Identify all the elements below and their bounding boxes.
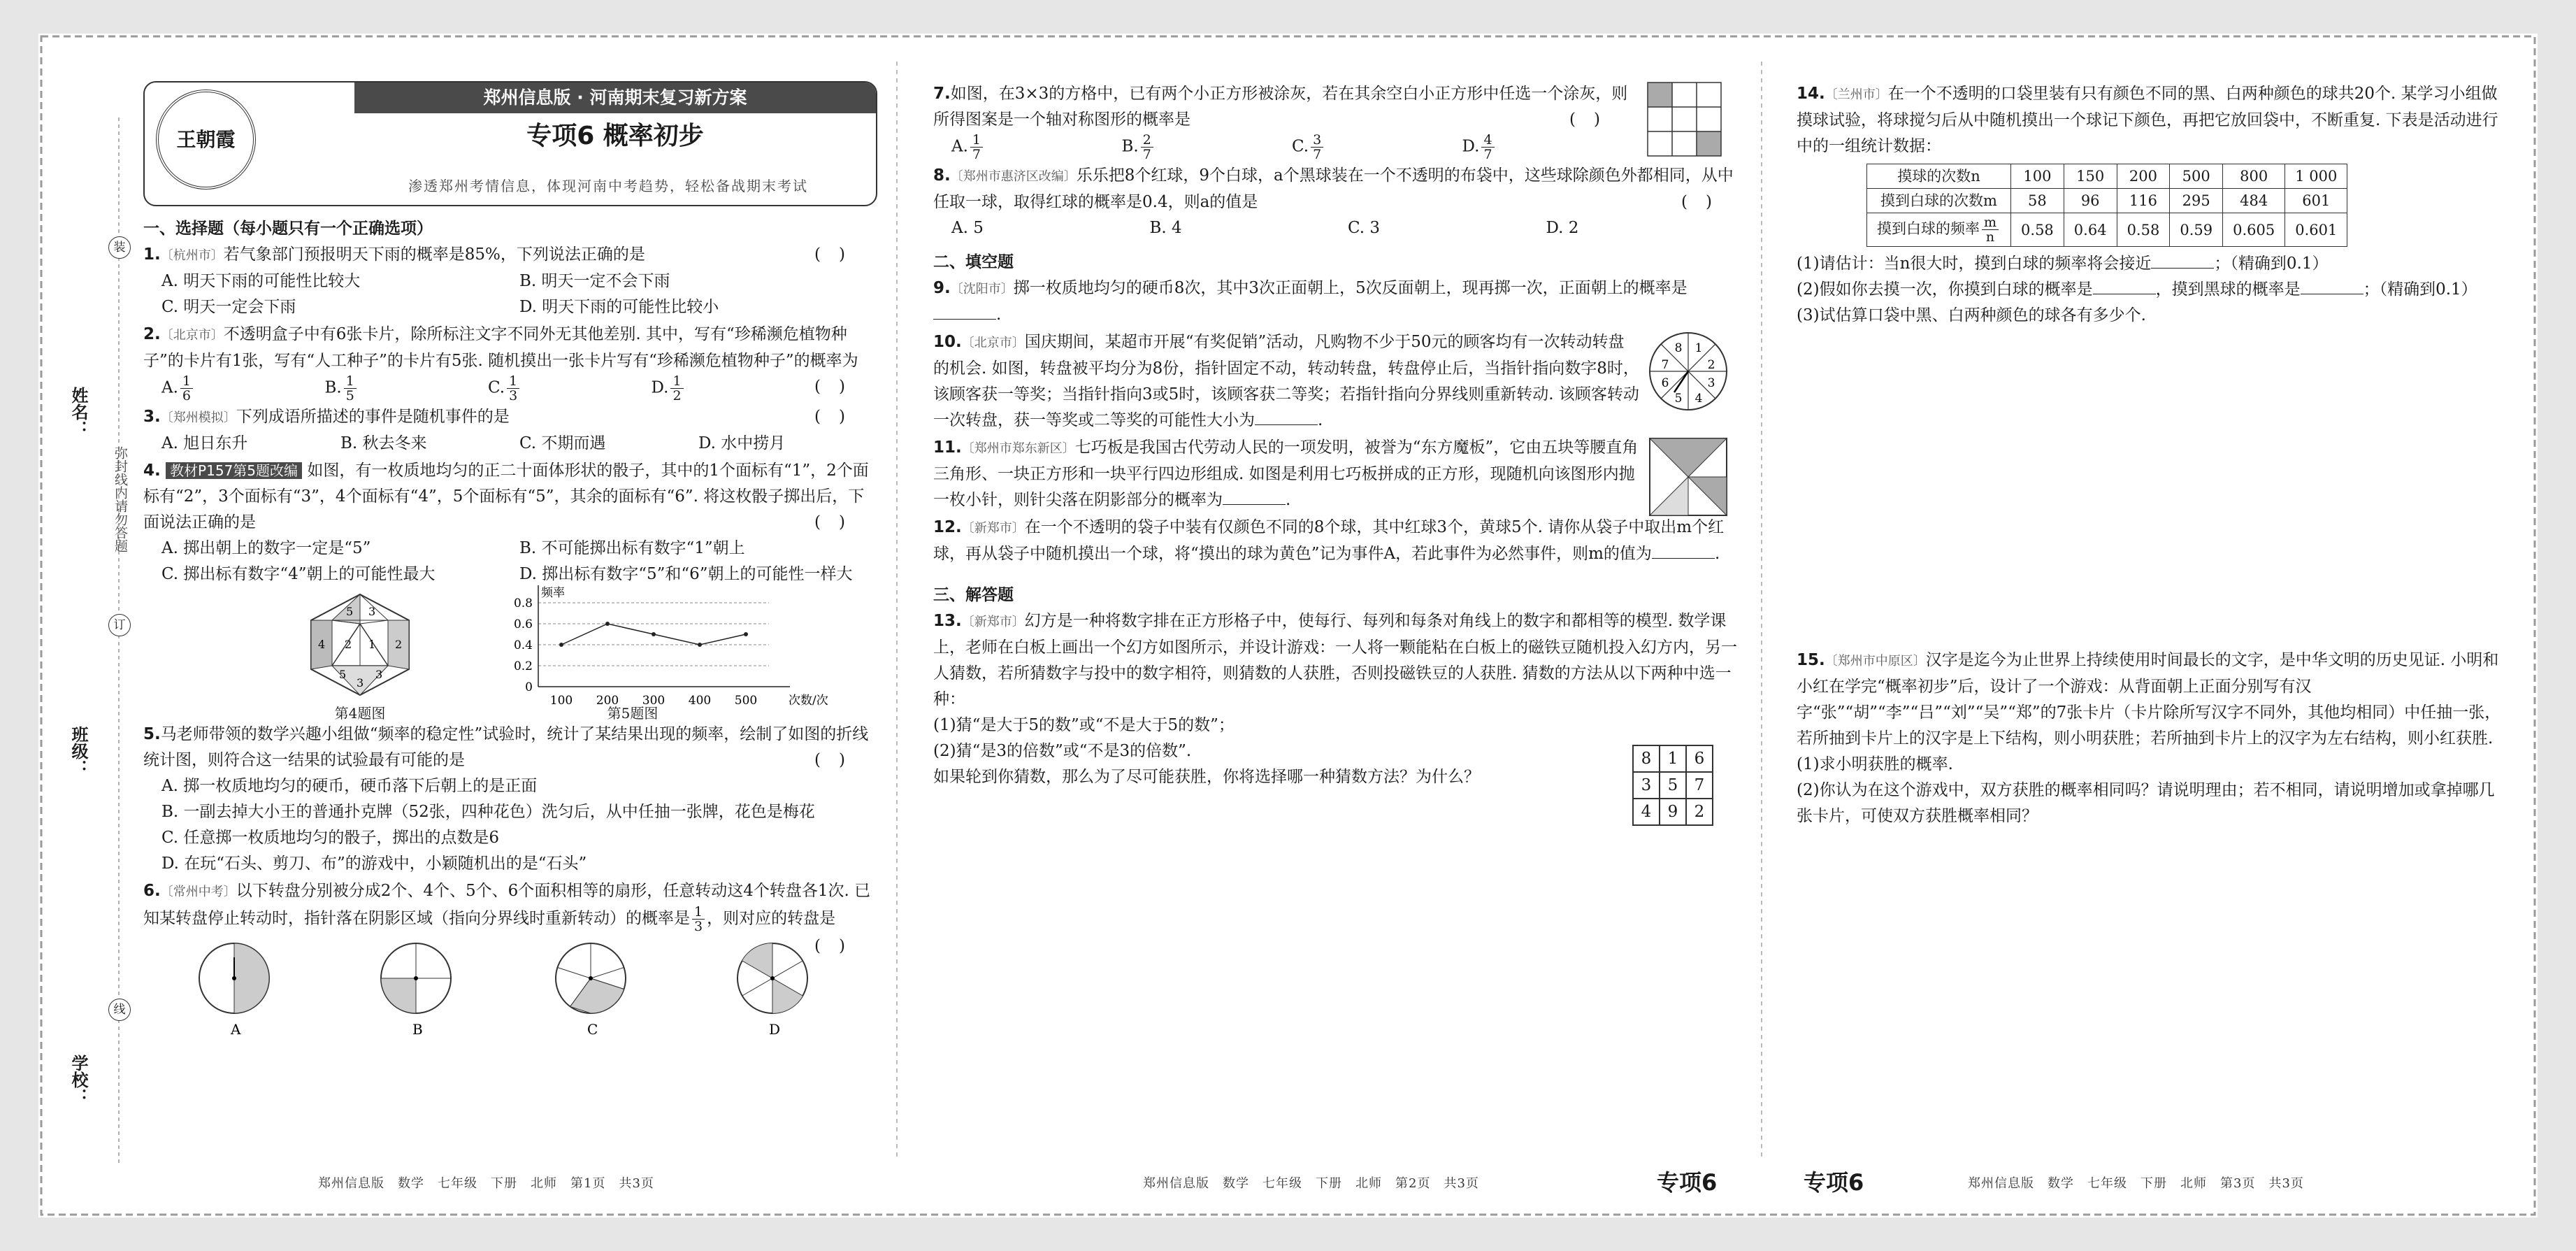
page-title: 专项6 概率初步: [526, 122, 704, 150]
spinners-row: [143, 935, 877, 1040]
seal-mark: 订: [108, 614, 131, 636]
svg-text:7: 7: [1661, 358, 1669, 372]
magic-square: 8 1 6 3 5 7 4 9 2: [1632, 745, 1713, 826]
svg-text:B: B: [412, 1021, 423, 1038]
answer-blank[interactable]: [1255, 409, 1318, 425]
data-point: [698, 643, 702, 647]
svg-text:3: 3: [368, 605, 376, 618]
svg-text:A: A: [231, 1021, 241, 1038]
y-tick-label: 0.8: [513, 596, 533, 610]
page-footer: 郑州信息版 数学 七年级 下册 北师 第1页 共3页: [318, 1176, 654, 1191]
topic-tag: 专项6: [1657, 1169, 1718, 1196]
page-footer: 郑州信息版 数学 七年级 下册 北师 第3页 共3页: [1968, 1176, 2304, 1191]
svg-text:3: 3: [1707, 376, 1715, 390]
y-axis-label: 频率: [541, 586, 565, 600]
svg-text:5: 5: [1674, 392, 1683, 406]
answer-blank[interactable]: [1223, 489, 1286, 505]
topic-tag: 专项6: [1804, 1169, 1864, 1196]
spinner-figures: [143, 935, 842, 1040]
data-point: [652, 632, 656, 636]
frequency-line-chart: [486, 585, 828, 708]
svg-text:4: 4: [318, 638, 326, 651]
answer-blank[interactable]: [933, 303, 996, 320]
x-tick-label: 500: [734, 694, 758, 708]
x-axis-label: 次数/次: [789, 694, 828, 708]
column-1: [143, 81, 877, 1040]
table-row: 摸到白球的频率 $\frac{m}{n}$ 0.58 0.64 0.58 0.59 0.605 0.601: [1867, 213, 2347, 247]
svg-text:5: 5: [346, 605, 354, 618]
exam-sheet: [38, 34, 2538, 1217]
column-3: [1797, 81, 2510, 825]
q13-wrapper: [933, 608, 1744, 821]
answer-blank[interactable]: [1652, 543, 1715, 559]
question-9: 9.〔沈阳市〕掷一枚质地均匀的硬币8次，其中3次正面朝上，5次反面朝上，现再掷一次，正面朝上的概率是.: [933, 279, 1688, 324]
data-point: [559, 643, 563, 647]
svg-text:6: 6: [1661, 376, 1669, 390]
q11-wrapper: [933, 435, 1744, 513]
column-2: [933, 81, 1744, 821]
section-heading: 三、解答题: [933, 586, 1014, 604]
question-13: 13.〔新郑市〕幻方是一种将数字排在正方形格子中，使每行、每列和每条对角线上的数字和都相等的模型. 数学课上，老师在白板上画出一个幻方如图所示，并设计游戏：一人将一颗能粘在白板上的磁铁豆随机投入幻方内，另一人猜数，若所猜数字与投中的数字相符，则猜数的人获胜，否则投磁铁豆的人获胜. 猜数的方法从以下两种中选一种： (1)猜“是大于5的数”或“不是大于5的数”； (2)猜“是3的倍数”或“不是3的倍数”. 如果轮到你猜数，那么为了尽可能获胜，你将选择哪一种猜数方法？为什么？: [933, 612, 1737, 786]
x-tick-label: 400: [688, 694, 712, 708]
table-row: 摸球的次数n 100 150 200 500 800 1 000: [1867, 164, 2347, 189]
grid-3x3-figure: [1646, 81, 1723, 158]
icosahedron-figure: [290, 589, 430, 701]
svg-text:3: 3: [375, 668, 383, 681]
y-tick-label: 0.4: [513, 638, 533, 652]
svg-text:2: 2: [395, 638, 403, 651]
svg-text:4: 4: [1694, 392, 1703, 406]
svg-text:1: 1: [368, 638, 376, 651]
y-tick-label: 0: [525, 680, 533, 694]
figures-row: [143, 586, 877, 722]
question-7: 7.如图，在3×3的方格中，已有两个小正方形被涂灰，若在其余空白小正方形中任选一个涂灰，则所得图案是一个轴对称图形的概率是 () A. $\frac{1}{7}$ B. $\frac{2}{7}$ C. $\frac{3}{7}$ D. $\frac{4}{7}$: [933, 85, 1628, 162]
question-4: 4. 教材P157第5题改编 如图，有一枚质地均匀的正二十面体形状的骰子，其中的1个面标有“1”，2个面标有“2”，3个面标有“3”，4个面标有“4”，5个面标有“5”，其余的面标有“6”. 将这枚骰子掷出后，下面说法正确的是 () A. 掷出朝上的数字一定是“5” B. 不可能掷出标有数字“1”朝上 C. 掷出标有数字“4”朝上的可能性最大 D. 掷出标有数字“5”和“6”朝上的可能性一样大: [143, 462, 869, 583]
x-tick-label: 100: [549, 694, 573, 708]
seal-mark: 装: [108, 236, 131, 259]
question-11: 11.〔郑州市郑东新区〕七巧板是我国古代劳动人民的一项发明，被誉为“东方魔板”，它由五块等腰直角三角形、一块正方形和一块平行四边形组成. 如图是利用七巧板拼成的正方形，现随机向该图形内抛一枚小针，则针尖落在阴影部分的概率为 .: [933, 438, 1639, 509]
name-label: 姓名：: [69, 387, 88, 437]
answer-blank[interactable]: [2301, 278, 2363, 294]
svg-text:1: 1: [1694, 341, 1703, 355]
answer-blank[interactable]: [2093, 278, 2156, 294]
data-point: [605, 622, 610, 626]
title-header: [143, 81, 877, 206]
svg-text:3: 3: [357, 676, 364, 689]
y-tick-label: 0.6: [513, 617, 533, 631]
school-label: 学校：: [69, 1055, 88, 1105]
series-banner: 郑州信息版 · 河南期末复习新方案: [354, 83, 876, 113]
question-8: 8.〔郑州市惠济区改编〕乐乐把8个红球，9个白球，a个黑球装在一个不透明的布袋中，这些球除颜色外都相同，从中任取一球，取得红球的概率是0.4，则a的值是 () A. 5 B. 4 C. 3 D. 2: [933, 166, 1734, 237]
x-tick-label: 200: [596, 694, 619, 708]
svg-text:2: 2: [1707, 358, 1715, 372]
svg-text:D: D: [769, 1021, 781, 1038]
question-10: 10.〔北京市〕国庆期间，某超市开展“有奖促销”活动，凡购物不少于50元的顾客均有一次转动转盘的机会. 如图，转盘被平均分为8份，指针固定不动，转动转盘，转盘停止后，当指针指向数字8时，该顾客获一等奖；当指针指向3或5时，该顾客获二等奖；若指针指向分界线则重新转动. 该顾客转动一次转盘，获一等奖或二等奖的可能性大小为 .: [933, 333, 1639, 429]
x-tick-label: 300: [642, 694, 665, 708]
seal-note: 弥封线内请勿答题: [113, 446, 128, 552]
brand-logo: 王朝霞: [156, 90, 256, 190]
y-tick-label: 0.2: [513, 659, 533, 673]
question-5: 5.马老师带领的数学兴趣小组做“频率的稳定性”试验时，统计了某结果出现的频率，绘制了如图的折线统计图，则符合这一结果的试验最有可能的是 () A. 掷一枚质地均匀的硬币，硬币落下后朝上的是正面 B. 一副去掉大小王的普通扑克牌（52张，四种花色）洗匀后，从中任抽一张牌，花色是梅花 C. 任意掷一枚质地均匀的骰子，掷出的点数是6 D. 在玩“石头、剪刀、布”的游戏中，小颖随机出的是“石头”: [143, 725, 869, 873]
class-label: 班级：: [69, 726, 88, 776]
svg-text:C: C: [587, 1021, 598, 1038]
slogan: 渗透郑州考情信息，体现河南中考趋势，轻松备战期末考试: [408, 178, 808, 194]
table-row: 摸到白球的次数m 58 96 116 295 484 601: [1867, 189, 2347, 213]
question-1: 1.〔杭州市〕若气象部门预报明天下雨的概率是85%，下列说法正确的是 () A. 明天下雨的可能性比较大 B. 明天一定不会下雨 C. 明天一定会下雨 D. 明天下雨的可能性比较小: [143, 245, 863, 316]
prize-wheel-figure: [1646, 329, 1730, 413]
question-15: 15.〔郑州市中原区〕汉字是迄今为止世界上持续使用时间最长的文字，是中华文明的历史见证. 小明和小红在学完“概率初步”后，设计了一个游戏：从背面朝上正面分别写有汉字“张”“胡”“李”“吕”“刘”“吴”“郑”的7张卡片（卡片除所写汉字不同外，其他均相同）中任抽一张，若所抽到卡片上的汉字是上下结构，则小明获胜；若所抽到卡片上的汉字为左右结构，则小红获胜. (1)求小明获胜的概率. (2)你认为在这个游戏中，双方获胜的概率相同吗？请说明理由；若不相同，请说明增加或拿掉哪几张卡片，可使双方获胜概率相同？: [1797, 651, 2501, 825]
question-2: 2.〔北京市〕不透明盒子中有6张卡片，除所标注文字不同外无其他差别. 其中，写有“珍稀濒危植物种子”的卡片有1张，写有“人工种子”的卡片有5张. 随机摸出一张卡片写有“珍稀濒危植物种子”的概率为 () A. $\frac{1}{6}$ B. $\frac{1}{5}$ C. $\frac{1}{3}$ D. $\frac{1}{2}$: [143, 325, 863, 403]
svg-text:5: 5: [339, 668, 347, 681]
q10-wrapper: [933, 329, 1744, 434]
question-6: 6.〔常州中考〕以下转盘分别被分成2个、4个、5个、6个面积相等的扇形，任意转动这4个转盘各1次. 已知某转盘停止转动时，指针落在阴影区域（指向分界线时重新转动）的概率是 $\frac{1}{3}$ ，则对应的转盘是 (): [143, 882, 871, 955]
figure-caption: 第5题图: [607, 705, 659, 722]
page-footer: 郑州信息版 数学 七年级 下册 北师 第2页 共3页: [1143, 1176, 1479, 1191]
answer-blank[interactable]: [2151, 252, 2214, 269]
section-heading: 二、填空题: [933, 253, 1014, 271]
svg-text:2: 2: [345, 638, 352, 651]
tangram-figure: [1646, 435, 1730, 519]
question-3: 3.〔郑州模拟〕下列成语所描述的事件是随机事件的是 () A. 旭日东升 B. 秋去冬来 C. 不期而遇 D. 水中捞月: [143, 408, 863, 452]
section-heading: 一、选择题（每小题只有一个正确选项）: [143, 220, 433, 238]
question-12: 12.〔新郑市〕在一个不透明的袋子中装有仅颜色不同的8个球，其中红球3个，黄球5个. 请你从袋子中取出m个红球，再从袋子中随机摸出一个球，将“摸出的球为黄色”记为事件A，若此事件为必然事件，则m的值为 .: [933, 518, 1725, 563]
figure-caption: 第4题图: [334, 705, 386, 722]
stats-table: [1866, 164, 2347, 247]
seal-mark: 线: [108, 999, 131, 1021]
svg-text:8: 8: [1674, 341, 1683, 355]
data-point: [744, 632, 748, 636]
question-14: 14.〔兰州市〕在一个不透明的口袋里装有只有颜色不同的黑、白两种颜色的球共20个. 某学习小组做摸球试验，将球搅匀后从中随机摸出一个球记下颜色，再把它放回袋中，不断重复. 下表是活动进行中的一组统计数据： 摸球的次数n 100 150 200 500 800 1 000 摸到白球的次数m 58 96 116 295 484 601 摸到白球的频率 $\frac{m}{n}$ 0.58 0.64 0.58 0.59 0.605 0.601 (1)请估计：当n很大时，摸到白球的频率将会接近 ；（精确到0.1） (2)假如你去摸一次，你摸到白球的概率是 ，摸到黑球的概率是 ；（精确到0.1） (3)试估算口袋中黑、白两种颜色的球各有多少个.: [1797, 85, 2498, 324]
